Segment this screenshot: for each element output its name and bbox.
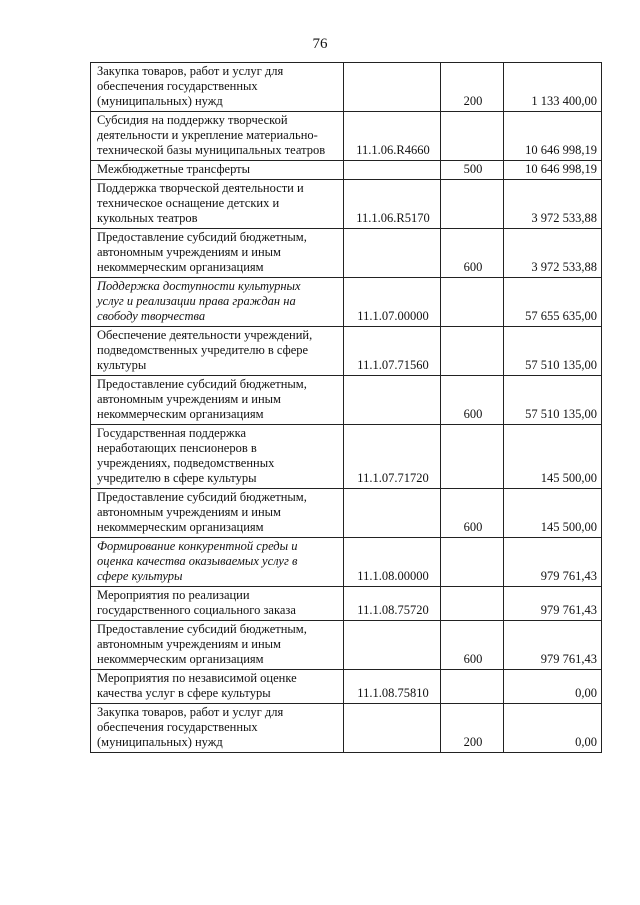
row-name-cell: Субсидия на поддержку творческой деятельности и укрепление материально- технической базы муниципальных театров [91,112,344,161]
table-row [91,376,602,425]
row-code-cell: 11.1.08.00000 [344,538,441,587]
row-code-cell: 11.1.08.75810 [344,670,441,704]
row-type-cell: 600 [441,621,504,670]
table-row [91,180,602,229]
row-name-cell: Мероприятия по реализации государственного социального заказа [91,587,344,621]
row-code-cell: 11.1.06.R4660 [344,112,441,161]
row-sum-cell: 57 510 135,00 [504,327,602,376]
row-code-cell: 11.1.08.75720 [344,587,441,621]
row-name-cell: Поддержка творческой деятельности и техническое оснащение детских и кукольных театров [91,180,344,229]
row-name-cell: Обеспечение деятельности учреждений, подведомственных учредителю в сфере культуры [91,327,344,376]
budget-table [90,62,602,753]
row-name-cell: Закупка товаров, работ и услуг для обеспечения государственных (муниципальных) нужд [91,704,344,753]
row-type-cell [441,425,504,489]
row-type-cell: 200 [441,63,504,112]
row-code-cell [344,376,441,425]
row-type-cell [441,587,504,621]
row-name-cell: Предоставление субсидий бюджетным, автономным учреждениям и иным некоммерческим организациям [91,489,344,538]
table-row [91,489,602,538]
row-name-cell: Закупка товаров, работ и услуг для обеспечения государственных (муниципальных) нужд [91,63,344,112]
row-sum-cell: 979 761,43 [504,587,602,621]
row-code-cell [344,489,441,538]
row-sum-cell: 145 500,00 [504,489,602,538]
table-row [91,63,602,112]
row-type-cell: 500 [441,161,504,180]
table-row [91,621,602,670]
row-sum-cell: 57 655 635,00 [504,278,602,327]
row-code-cell [344,161,441,180]
table-row [91,278,602,327]
row-type-cell [441,180,504,229]
table-row [91,161,602,180]
page-number: 76 [312,36,328,52]
row-sum-cell: 1 133 400,00 [504,63,602,112]
row-name-cell: Межбюджетные трансферты [91,161,344,180]
row-sum-cell: 145 500,00 [504,425,602,489]
row-name-cell: Формирование конкурентной среды и оценка качества оказываемых услуг в сфере культуры [91,538,344,587]
row-sum-cell: 3 972 533,88 [504,180,602,229]
table-row [91,538,602,587]
row-sum-cell: 979 761,43 [504,621,602,670]
row-code-cell [344,229,441,278]
row-sum-cell: 10 646 998,19 [504,112,602,161]
row-type-cell [441,670,504,704]
row-sum-cell: 0,00 [504,670,602,704]
table-row [91,704,602,753]
table-row [91,670,602,704]
row-code-cell: 11.1.07.71560 [344,327,441,376]
budget-table-body [91,63,602,753]
row-type-cell: 200 [441,704,504,753]
row-name-cell: Государственная поддержка неработающих пенсионеров в учреждениях, подведомственных учредителю в сфере культуры [91,425,344,489]
row-type-cell: 600 [441,489,504,538]
row-code-cell [344,621,441,670]
row-type-cell [441,327,504,376]
row-code-cell [344,63,441,112]
row-name-cell: Предоставление субсидий бюджетным, автономным учреждениям и иным некоммерческим организациям [91,229,344,278]
table-row [91,112,602,161]
table-row [91,327,602,376]
row-code-cell: 11.1.07.00000 [344,278,441,327]
table-row [91,229,602,278]
row-type-cell: 600 [441,376,504,425]
row-code-cell: 11.1.06.R5170 [344,180,441,229]
row-sum-cell: 0,00 [504,704,602,753]
row-name-cell: Мероприятия по независимой оценке качества услуг в сфере культуры [91,670,344,704]
row-sum-cell: 57 510 135,00 [504,376,602,425]
row-code-cell [344,704,441,753]
row-name-cell: Поддержка доступности культурных услуг и реализации права граждан на свободу творчества [91,278,344,327]
row-sum-cell: 10 646 998,19 [504,161,602,180]
table-row [91,587,602,621]
row-code-cell: 11.1.07.71720 [344,425,441,489]
row-type-cell [441,538,504,587]
row-sum-cell: 979 761,43 [504,538,602,587]
row-type-cell [441,112,504,161]
row-type-cell [441,278,504,327]
row-type-cell: 600 [441,229,504,278]
table-row [91,425,602,489]
row-name-cell: Предоставление субсидий бюджетным, автономным учреждениям и иным некоммерческим организациям [91,621,344,670]
row-name-cell: Предоставление субсидий бюджетным, автономным учреждениям и иным некоммерческим организациям [91,376,344,425]
row-sum-cell: 3 972 533,88 [504,229,602,278]
